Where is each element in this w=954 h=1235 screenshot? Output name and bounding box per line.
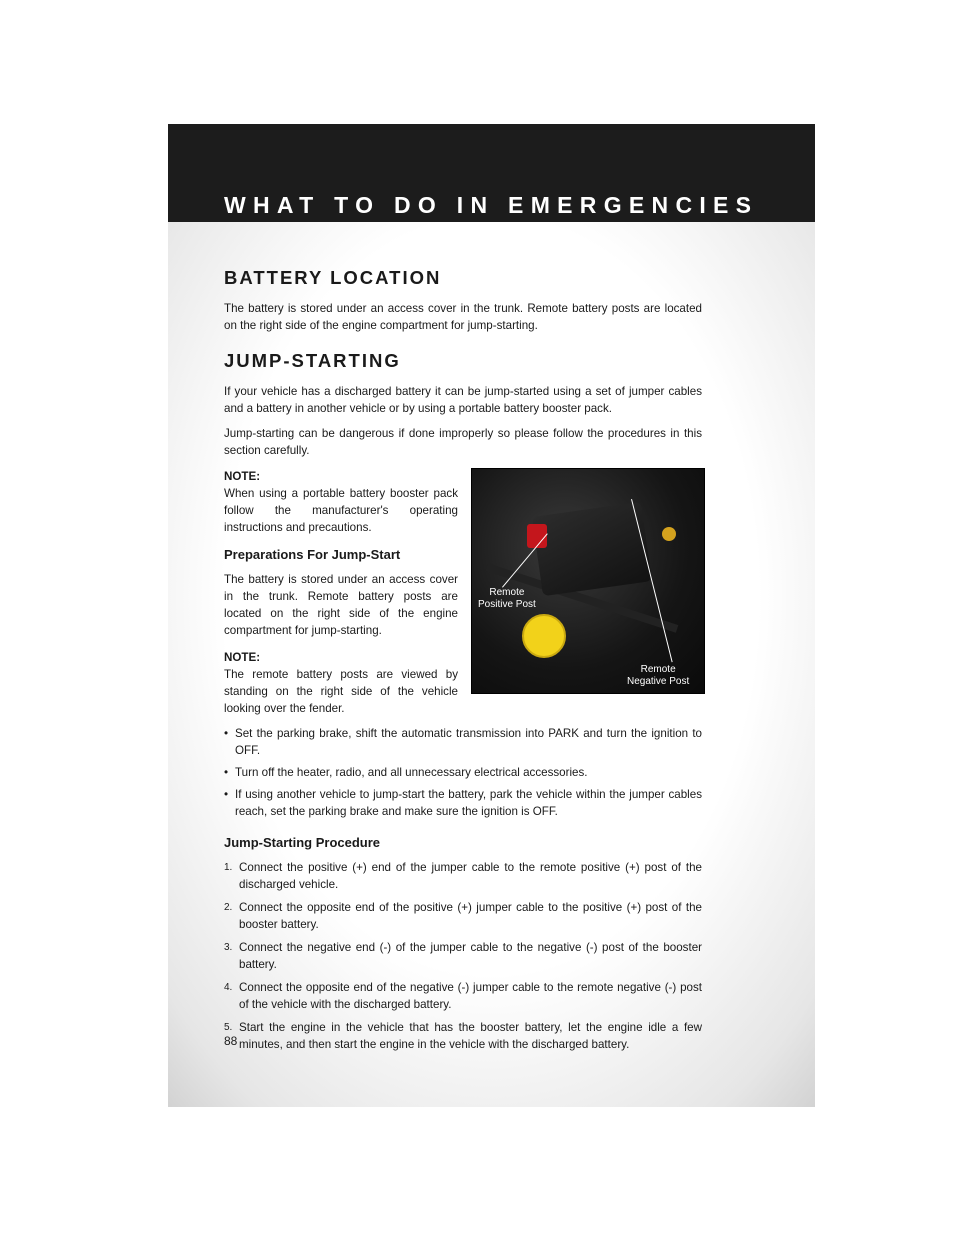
jump-starting-intro: If your vehicle has a discharged battery it can be jump-started using a set of jumper cables and a battery in another vehicle or by using a portable battery booster pack. — [224, 385, 702, 415]
step-number: 3. — [224, 942, 233, 953]
preparations-text: The battery is stored under an access cover in the trunk. Remote battery posts are located on the right side of the engine compartment for jump-starting. — [224, 573, 458, 637]
page-number: 88 — [224, 1034, 238, 1048]
step-text: Connect the opposite end of the negative (-) jumper cable to the remote negative (-) post of the vehicle with the discharged battery. — [239, 981, 702, 1011]
page-content — [224, 265, 702, 1059]
engine-compartment-photo — [471, 468, 705, 694]
step-number: 2. — [224, 902, 233, 913]
step-text: Connect the positive (+) end of the jumper cable to the remote positive (+) post of the discharged vehicle. — [239, 861, 702, 891]
fuse-box-shape — [532, 502, 652, 597]
label-line: Positive Post — [478, 599, 536, 610]
list-item — [224, 899, 702, 933]
left-column — [224, 468, 458, 717]
list-item: • Set the parking brake, shift the automatic transmission into PARK and turn the ignition to OFF. — [224, 725, 702, 759]
note-label: NOTE: — [224, 470, 261, 483]
note-photo-section — [224, 468, 702, 717]
list-item: • If using another vehicle to jump-start the battery, park the vehicle within the jumper cables reach, set the parking brake and make sure the ignition is OFF. — [224, 786, 702, 820]
preparations-heading: Preparations For Jump-Start — [224, 547, 401, 562]
label-line: Remote — [640, 664, 676, 675]
remote-negative-post-label — [627, 664, 689, 688]
chapter-title: WHAT TO DO IN EMERGENCIES — [224, 192, 759, 218]
battery-location-text: The battery is stored under an access cover in the trunk. Remote battery posts are located on the right side of the engine compartment for jump-starting. — [224, 302, 702, 332]
list-item: • Turn off the heater, radio, and all unnecessary electrical accessories. — [224, 764, 702, 781]
step-text: Start the engine in the vehicle that has the booster battery, let the engine idle a few minutes, and then start the engine in the vehicle with the discharged battery. — [239, 1021, 702, 1051]
step-number: 5. — [224, 1022, 233, 1033]
washer-fluid-cap — [522, 614, 566, 658]
note-label: NOTE: — [224, 651, 261, 664]
oil-cap-shape — [662, 527, 676, 541]
step-text: Connect the opposite end of the positive (+) jumper cable to the positive (+) post of the booster battery. — [239, 901, 702, 931]
jump-starting-heading: JUMP-STARTING — [224, 350, 401, 371]
remote-positive-post-label — [478, 587, 536, 611]
list-item — [224, 939, 702, 973]
battery-location-heading: BATTERY LOCATION — [224, 267, 442, 288]
step-number: 4. — [224, 982, 233, 993]
label-line: Negative Post — [627, 676, 690, 687]
note-remote-posts-text: The remote battery posts are viewed by standing on the right side of the vehicle looking over the fender. — [224, 668, 458, 715]
label-line: Remote — [489, 587, 525, 598]
note-booster-text: When using a portable battery booster pack follow the manufacturer's operating instructions and precautions. — [224, 487, 458, 534]
manual-page — [168, 124, 815, 1107]
step-text: Connect the negative end (-) of the jumper cable to the negative (-) post of the booster battery. — [239, 941, 702, 971]
jump-starting-warning: Jump-starting can be dangerous if done improperly so please follow the procedures in this section carefully. — [224, 427, 702, 457]
list-item — [224, 979, 702, 1013]
procedure-steps — [224, 859, 702, 1053]
step-number: 1. — [224, 862, 233, 873]
procedure-heading: Jump-Starting Procedure — [224, 835, 381, 850]
list-item — [224, 859, 702, 893]
preparation-bullets — [224, 725, 702, 820]
list-item — [224, 1019, 702, 1053]
chapter-header — [168, 124, 815, 222]
